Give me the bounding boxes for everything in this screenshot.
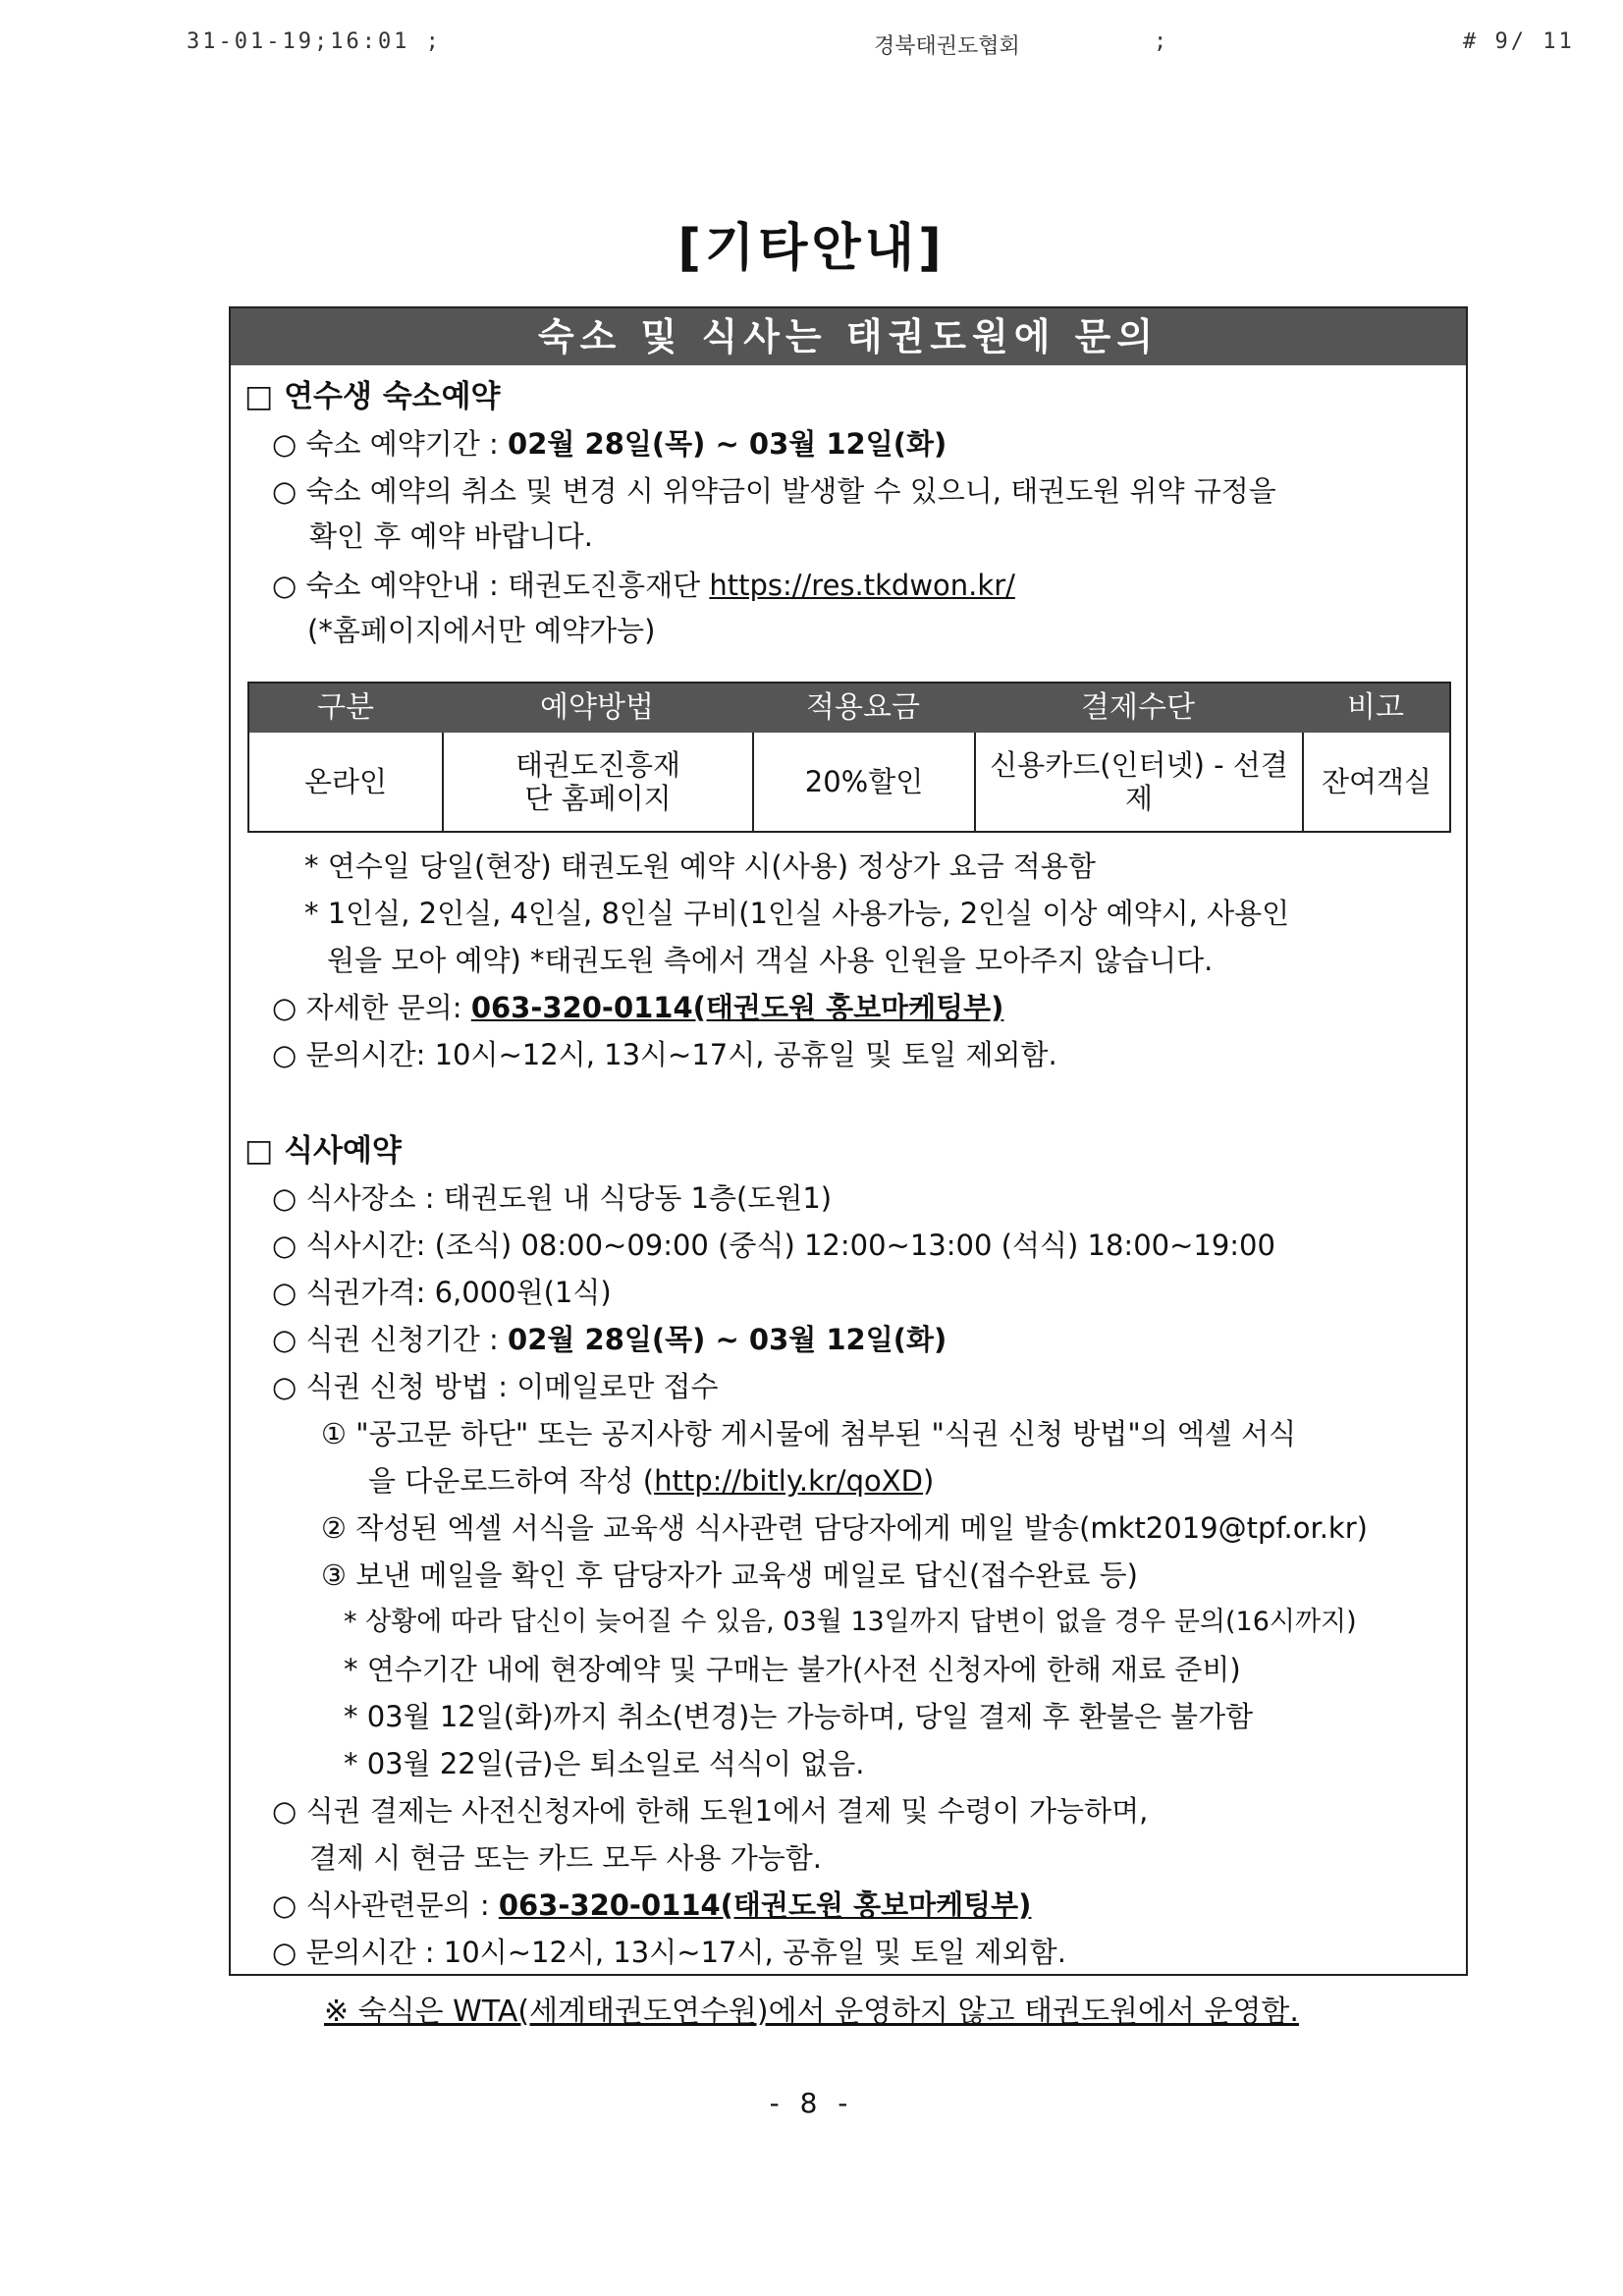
lodging-cancel-note: ○ 숙소 예약의 취소 및 변경 시 위약금이 발생할 수 있으니, 태권도원 위약 규정을	[272, 474, 1276, 508]
meal-times: ○ 식사시간: (조식) 08:00~09:00 (중식) 12:00~13:00 (석식) 18:00~19:00	[272, 1229, 1275, 1262]
table-header-cell: 적용요금	[806, 690, 920, 725]
meal-note-reply: * 상황에 따라 답신이 늦어질 수 있음, 03월 13일까지 답변이 없을 경우 문의(16시까지)	[344, 1607, 1357, 1637]
meal-period	[272, 1320, 947, 1359]
lodging-period	[272, 424, 947, 464]
meal-period-dates: 02월 28일(목) ~ 03월 12일(화)	[508, 1323, 947, 1356]
table-cell: 20%할인	[752, 733, 974, 831]
table-header-cell: 예약방법	[540, 690, 654, 725]
meal-period-label: ○ 식권 신청기간 :	[272, 1323, 509, 1356]
meal-contact-phone: 063-320-0114(태권도원 홍보마케팅부)	[498, 1888, 1032, 1922]
meal-step-1: ① "공고문 하단" 또는 공지사항 게시물에 첨부된 "식권 신청 방법"의 엑셀 서식	[321, 1417, 1297, 1450]
meal-step-2: ② 작성된 엑셀 서식을 교육생 식사관련 담당자에게 메일 발송(mkt2019@tpf.or.kr)	[321, 1511, 1368, 1545]
meal-note-cancel: * 03월 12일(화)까지 취소(변경)는 가능하며, 당일 결제 후 환불은 불가함	[344, 1700, 1254, 1733]
table-header-cell: 구분	[317, 690, 374, 725]
meal-contact	[272, 1886, 1031, 1925]
lodging-note-rooms-cont: 원을 모아 예약) *태권도원 측에서 객실 사용 인원을 모아주지 않습니다.	[327, 944, 1214, 977]
table-cell: 신용카드(인터넷) - 선결제	[974, 733, 1302, 831]
page-title: [기타안내]	[677, 219, 946, 278]
meal-payment-cont: 결제 시 현금 또는 카드 모두 사용 가능함.	[309, 1841, 822, 1875]
lodging-guide	[272, 566, 1015, 605]
table-header-cell: 비고	[1347, 690, 1404, 725]
fax-header	[0, 29, 1623, 69]
lodging-cancel-note-cont: 확인 후 예약 바랍니다.	[309, 519, 593, 553]
lodging-period-label: ○ 숙소 예약기간 :	[272, 427, 509, 461]
fax-timestamp: 31-01-19;16:01 ;	[187, 29, 442, 54]
lodging-note-rooms: * 1인실, 2인실, 4인실, 8인실 구비(1인실 사용가능, 2인실 이상 예약시, 사용인	[304, 897, 1290, 930]
lodging-contact-phone: 063-320-0114(태권도원 홍보마케팅부)	[470, 991, 1004, 1024]
lodging-contact	[272, 988, 1003, 1027]
info-box	[229, 306, 1468, 1976]
meal-payment: ○ 식권 결제는 사전신청자에 한해 도원1에서 결제 및 수령이 가능하며,	[272, 1794, 1149, 1828]
meal-heading: □ 식사예약	[244, 1133, 402, 1169]
meal-step-3: ③ 보낸 메일을 확인 후 담당자가 교육생 메일로 답신(접수완료 등)	[321, 1558, 1138, 1592]
table-cell: 온라인	[303, 765, 388, 798]
fax-separator: ;	[1154, 29, 1167, 54]
meal-hours: ○ 문의시간 : 10시~12시, 13시~17시, 공휴일 및 토일 제외함.	[272, 1936, 1066, 1969]
footer-note: ※ 숙식은 WTA(세계태권도연수원)에서 운영하지 않고 태권도원에서 운영함.	[324, 1995, 1299, 2029]
page-number: - 8 -	[769, 2087, 854, 2119]
lodging-url-link[interactable]: https://res.tkdwon.kr/	[709, 569, 1015, 602]
meal-step-1-text: 을 다운로드하여 작성 (	[368, 1464, 655, 1498]
fax-page-count: # 9/ 11	[1463, 29, 1575, 54]
meal-price: ○ 식권가격: 6,000원(1식)	[272, 1276, 612, 1309]
meal-apply-method: ○ 식권 신청 방법 : 이메일로만 접수	[272, 1370, 719, 1403]
meal-note-onsite: * 연수기간 내에 현장예약 및 구매는 불가(사전 신청자에 한해 재료 준비)	[344, 1653, 1241, 1686]
lodging-guide-label: ○ 숙소 예약안내 : 태권도진흥재단	[272, 569, 710, 602]
meal-contact-label: ○ 식사관련문의 :	[272, 1888, 499, 1922]
lodging-period-dates: 02월 28일(목) ~ 03월 12일(화)	[508, 427, 947, 461]
lodging-note-walkin: * 연수일 당일(현장) 태권도원 예약 시(사용) 정상가 요금 적용함	[304, 849, 1096, 883]
meal-note-checkout: * 03월 22일(금)은 퇴소일로 석식이 없음.	[344, 1747, 865, 1780]
fax-sender: 경북태권도협회	[874, 34, 1020, 59]
reservation-table	[247, 682, 1451, 833]
meal-step-1-close: )	[922, 1464, 935, 1498]
meal-location: ○ 식사장소 : 태권도원 내 식당동 1층(도원1)	[272, 1181, 833, 1215]
lodging-hours: ○ 문의시간: 10시~12시, 13시~17시, 공휴일 및 토일 제외함.	[272, 1038, 1057, 1071]
lodging-contact-label: ○ 자세한 문의:	[272, 991, 471, 1024]
table-cell: 잔여객실	[1302, 733, 1449, 831]
box-header: 숙소 및 식사는 태권도원에 문의	[231, 308, 1466, 365]
lodging-homepage-only: (*홈페이지에서만 예약가능)	[307, 614, 656, 647]
lodging-heading: □ 연수생 숙소예약	[244, 379, 501, 414]
meal-form-link[interactable]: http://bitly.kr/qoXD	[654, 1464, 923, 1498]
meal-step-1-cont	[368, 1461, 934, 1501]
table-cell: 태권도진흥재단 홈페이지	[442, 733, 752, 831]
table-header-cell: 결제수단	[1081, 690, 1195, 725]
